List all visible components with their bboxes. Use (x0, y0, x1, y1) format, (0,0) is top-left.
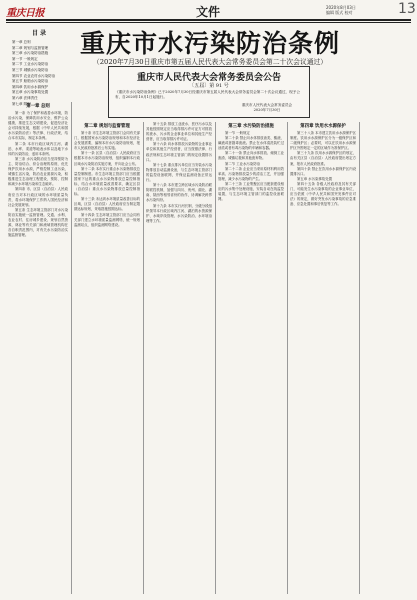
notice-number: 〔五届〕第 91 号 (189, 83, 229, 89)
text-column-3 (146, 122, 212, 594)
article-paragraph: 第十二条 本市实行重点水污染物排放总量控制制度。市生态环境主管部门应当根据国家下达的重点水污染物排放总量控制指标，结合水环境质量改善要求，确定区县（自治县）重点水污染物排放总量控制指标。 (74, 166, 140, 197)
article-paragraph: 第三十八条 本市建立饮用水水源保护区制度。饮用水水源保护区分为一级保护区和二级保护区；必要时，可以在饮用水水源保护区外围划定一定的区域作为准保护区。 (290, 131, 356, 151)
toc-item: 第六章 法律责任 (12, 95, 38, 100)
article-paragraph: 第二十条 禁止向水体排放油类、酸液、碱液或者剧毒废液。禁止在水体清洗装贮过油类或者有毒污染物的车辆和容器。 (218, 136, 284, 151)
text-column-5 (290, 122, 356, 594)
text-column-1 (8, 102, 68, 594)
text-column-2 (74, 122, 140, 594)
article-headline: 重庆市水污染防治条例 (80, 29, 341, 58)
column-divider (215, 122, 216, 594)
notice-signature: 重庆市人民代表大会常务委员会 2020年7月30日 (241, 103, 293, 112)
toc-item: 第三章 水污染防治措施 (12, 51, 49, 56)
toc-item: 第四节 农业农村水污染防治 (12, 73, 56, 78)
article-paragraph: 第一节 一般规定 (225, 131, 250, 135)
article-paragraph: 第一条 为了保护和改善水环境，防治水污染，保障饮用水安全，维护公众健康，推进生态文明建设，促进经济社会可持续发展，根据《中华人民共和国水污染防治法》等法律、行政法规，结合本市实际，制定本条例。 (8, 111, 68, 141)
chapter-heading: 第三章 水污染防治措施 (228, 124, 274, 129)
toc-item: 第二节 工业水污染防治 (12, 62, 49, 67)
text-column-6 (362, 30, 410, 594)
article-paragraph: 第十一条 区县（自治县）人民政府应当根据本市水污染防治规划，组织编制本行政区域水污染防治实施方案，并向社会公布。 (74, 151, 140, 166)
chapter-heading: 第四章 饮用水水源保护 (300, 124, 346, 129)
toc-item: 第一章 总则 (12, 40, 31, 44)
masthead (6, 1, 416, 19)
toc-item: 第五节 船舶水污染防治 (12, 79, 49, 84)
newspaper-logo: 重庆日报 (6, 8, 44, 19)
article-paragraph: 第三条 水污染防治应当坚持预防为主、防治结合、综合治理的原则，优先保护饮用水水源，严格控制工业污染、城镇生活污染，防治农业面源污染，积极推进生态治理工程建设，预防、控制和减少水环境污染和生态破坏。 (8, 156, 68, 187)
toc-item: 第一节 一般规定 (12, 56, 38, 61)
article-paragraph: 第十条 市生态环境主管部门会同有关部门，根据国家水污染防治规划和本市经济社会发展需要，编制本市水污染防治规划，报市人民政府批准后公布实施。 (74, 131, 140, 151)
chapter-heading: 第二章 规划与监督管理 (84, 124, 130, 129)
article-paragraph: 第五章 水污染事故处置 (297, 176, 332, 181)
table-of-contents (12, 28, 66, 107)
notice-box (108, 66, 310, 118)
article-paragraph: 第十九条 本市实行河长制，分级分段组织领导本行政区域内江河、湖泊的水资源保护、水域岸线管理、水污染防治、水环境治理等工作。 (146, 203, 212, 223)
column-divider (71, 102, 72, 594)
toc-item: 第四章 饮用水水源保护 (12, 84, 49, 89)
column-divider (287, 122, 288, 594)
article-paragraph: 第十三条 未达到水环境质量改善目标的区域，区县（自治县）人民政府应当制定限期达标规划，采取措施按期达标。 (74, 197, 140, 212)
editor-credits: 编辑 版式 校对 (326, 10, 353, 15)
article-paragraph: 第二节 工业水污染防治 (225, 161, 260, 166)
chapter-heading: 第一章 总则 (26, 104, 50, 109)
article-paragraph: 第十六条 向水体排放污染物的企业事业单位和其他生产经营者，应当按照法律、行政法规和生态环境主管部门的规定设置排污口。 (146, 142, 212, 162)
issue-meta (326, 5, 396, 15)
article-paragraph: 第二十一条 禁止向水体排放、倾倒工业废渣、城镇垃圾和其他废弃物。 (218, 151, 284, 161)
article-paragraph: 第四条 市、区县（自治县）人民政府应当对本行政区域的水环境质量负责，将水环境保护工作纳入国民经济和社会发展规划。 (8, 187, 68, 207)
article-paragraph: 第五条 生态环境主管部门对水污染防治实施统一监督管理。交通、水利、农业农村、住房城乡建设、规划自然资源、林业等有关部门和流域管理机构在各自职责范围内，对有关水污染防治实施监督管理。 (8, 207, 68, 238)
masthead-rule (6, 19, 411, 21)
article-paragraph: 第十四条 生态环境主管部门应当会同有关部门建立水环境质量监测网络，统一规划监测站点，组织监测网络建设。 (74, 212, 140, 227)
text-column-4 (218, 122, 284, 594)
article-paragraph: 第三十九条 饮用水水源保护区的划定，由有关区县（自治县）人民政府提出划定方案，报市人民政府批准。 (290, 151, 356, 166)
toc-item: 第三节 城镇水污染防治 (12, 67, 49, 72)
toc-title: 目 录 (31, 30, 47, 37)
column-divider (143, 122, 144, 594)
article-subhead: （2020年7月30日重庆市第五届人民代表大会常务委员会第二十次会议通过） (92, 58, 328, 66)
toc-item: 第七章 附则 (12, 101, 31, 106)
article-paragraph: 第四十条 禁止在饮用水水源保护区内设置排污口。 (290, 166, 356, 176)
article-paragraph: 第二条 本市行政区域内江河、湖泊、水库、渠道等地表水体以及地下水体的污染防治，适用本条例。 (8, 141, 68, 156)
column-divider (359, 122, 360, 594)
issue-date: 2020年8月03日 (326, 5, 356, 10)
toc-list (12, 40, 66, 107)
article-paragraph: 第二十二条 企业应当采用原材料利用效率高、污染物排放量少的清洁工艺，并加强管理，减少水污染物的产生。 (218, 166, 284, 181)
toc-item: 第五章 水污染事故处置 (12, 90, 49, 95)
toc-item: 第二章 规划与监督管理 (12, 45, 49, 50)
notice-title: 重庆市人民代表大会常务委员会公告 (136, 73, 281, 83)
article-paragraph: 第十八条 本市建立跨区域水污染防治联防联控机制，加强与四川、贵州、湖北、湖南、陕西等相邻省份的协作，协调解决跨界水污染纠纷。 (146, 183, 212, 203)
article-paragraph: 第二十三条 工业集聚区应当配套建设相应的污水集中处理设施，安装自动在线监控装置，与生态环境主管部门的监控设备联网。 (218, 181, 284, 202)
article-paragraph: 第十五条 排放工业废水、医疗污水以及其他按照规定应当取得排污许可证方可排放的废水、污水的企业事业单位和其他生产经营者，应当取得排污许可证。 (146, 122, 212, 142)
article-paragraph: 第十七条 重点排污单位应当安装水污染物排放自动监测设备，与生态环境主管部门的监控设备联网，并保证监测设备正常运行。 (146, 162, 212, 183)
masthead-rule-thin (6, 22, 411, 23)
section-title: 文件 (196, 5, 221, 19)
article-paragraph: 第四十五条 各级人民政府及其有关部门，可能发生水污染事故的企业事业单位，应当依照《中华人民共和国突发事件应对法》的规定，做好突发水污染事故的应急准备、应急处置和事后恢复等工作。 (290, 181, 356, 207)
page-number: 13 (398, 1, 416, 17)
notice-body: 《重庆市水污染防治条例》已于2020年7月30日经重庆市第五届人民代表大会常务委员会第二十次会议通过，现予公布，自2020年10月1日起施行。 (115, 90, 300, 99)
